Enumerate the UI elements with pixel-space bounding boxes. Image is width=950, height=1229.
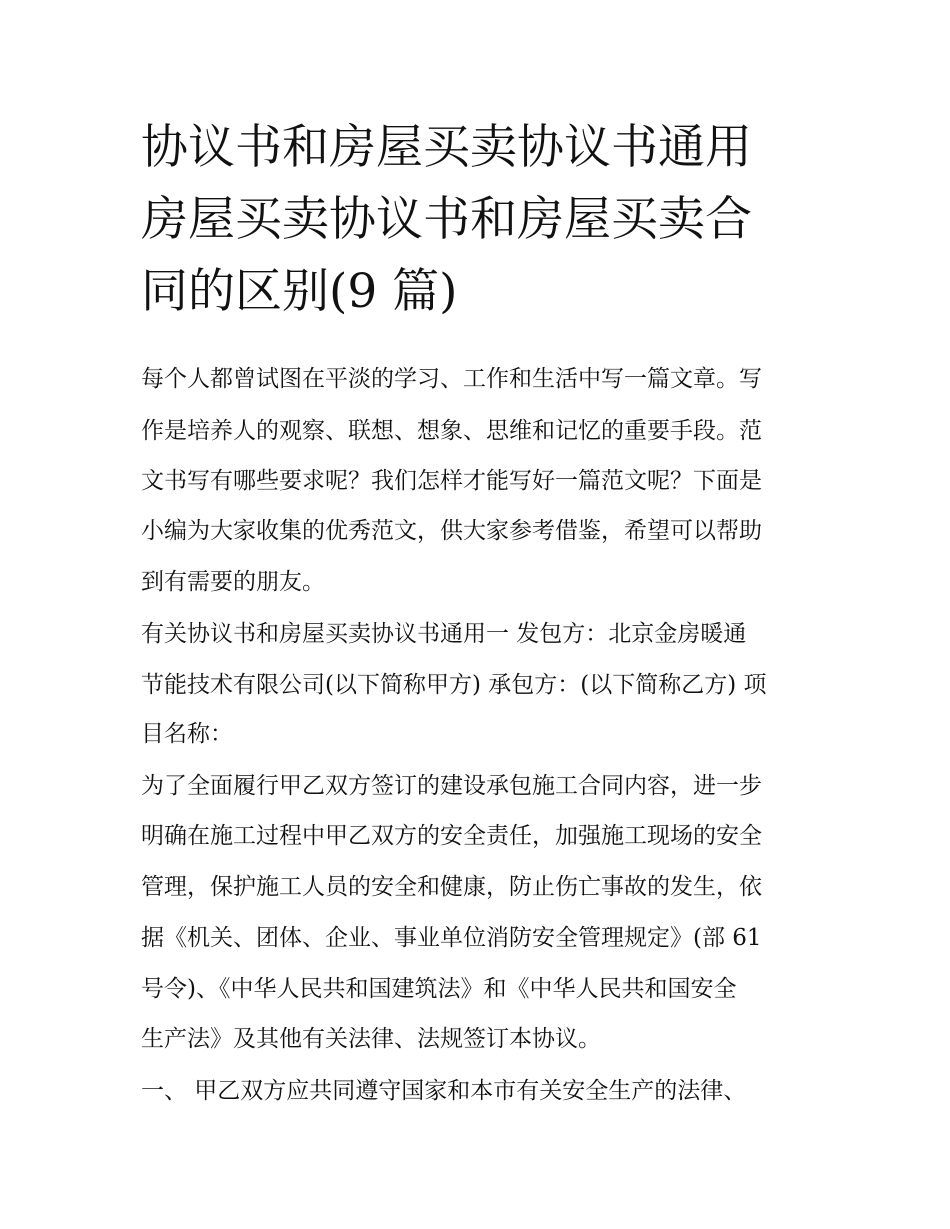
- body-line-6: 有关协议书和房屋买卖协议书通用一 发包方：北京金房暖通: [141, 621, 747, 647]
- body-line-4: 小编为大家收集的优秀范文，供大家参考借鉴，希望可以帮助: [141, 518, 762, 544]
- body-line-11: 管理，保护施工人员的安全和健康，防止伤亡事故的发生，依: [141, 874, 762, 900]
- body-line-10: 明确在施工过程中甲乙双方的安全责任，加强施工现场的安全: [141, 823, 762, 849]
- document-title: [141, 112, 821, 328]
- title-line-3: 同的区别(9 篇): [141, 264, 458, 319]
- body-line-8: 目名称：: [141, 721, 233, 747]
- title-line-1: 协议书和房屋买卖协议书通用: [141, 120, 752, 175]
- body-line-15: 一、 甲乙双方应共同遵守国家和本市有关安全生产的法律、: [141, 1078, 747, 1104]
- body-line-5: 到有需要的朋友。: [141, 569, 325, 595]
- body-line-14: 生产法》及其他有关法律、法规签订本协议。: [141, 1026, 601, 1052]
- title-line-2: 房屋买卖协议书和房屋买卖合: [141, 192, 752, 247]
- body-line-12: 据《机关、团体、企业、事业单位消防安全管理规定》(部 61: [141, 925, 762, 951]
- body-line-13: 号令)、《中华人民共和国建筑法》和《中华人民共和国安全: [141, 976, 737, 1002]
- body-line-2: 作是培养人的观察、联想、想象、思维和记忆的重要手段。范: [141, 418, 762, 444]
- body-line-7: 节能技术有限公司(以下简称甲方) 承包方：(以下简称乙方) 项: [141, 672, 767, 698]
- body-line-1: 每个人都曾试图在平淡的学习、工作和生活中写一篇文章。写: [141, 366, 762, 392]
- body-line-3: 文书写有哪些要求呢？我们怎样才能写好一篇范文呢？下面是: [141, 468, 762, 494]
- body-line-9: 为了全面履行甲乙双方签订的建设承包施工合同内容，进一步: [141, 773, 762, 799]
